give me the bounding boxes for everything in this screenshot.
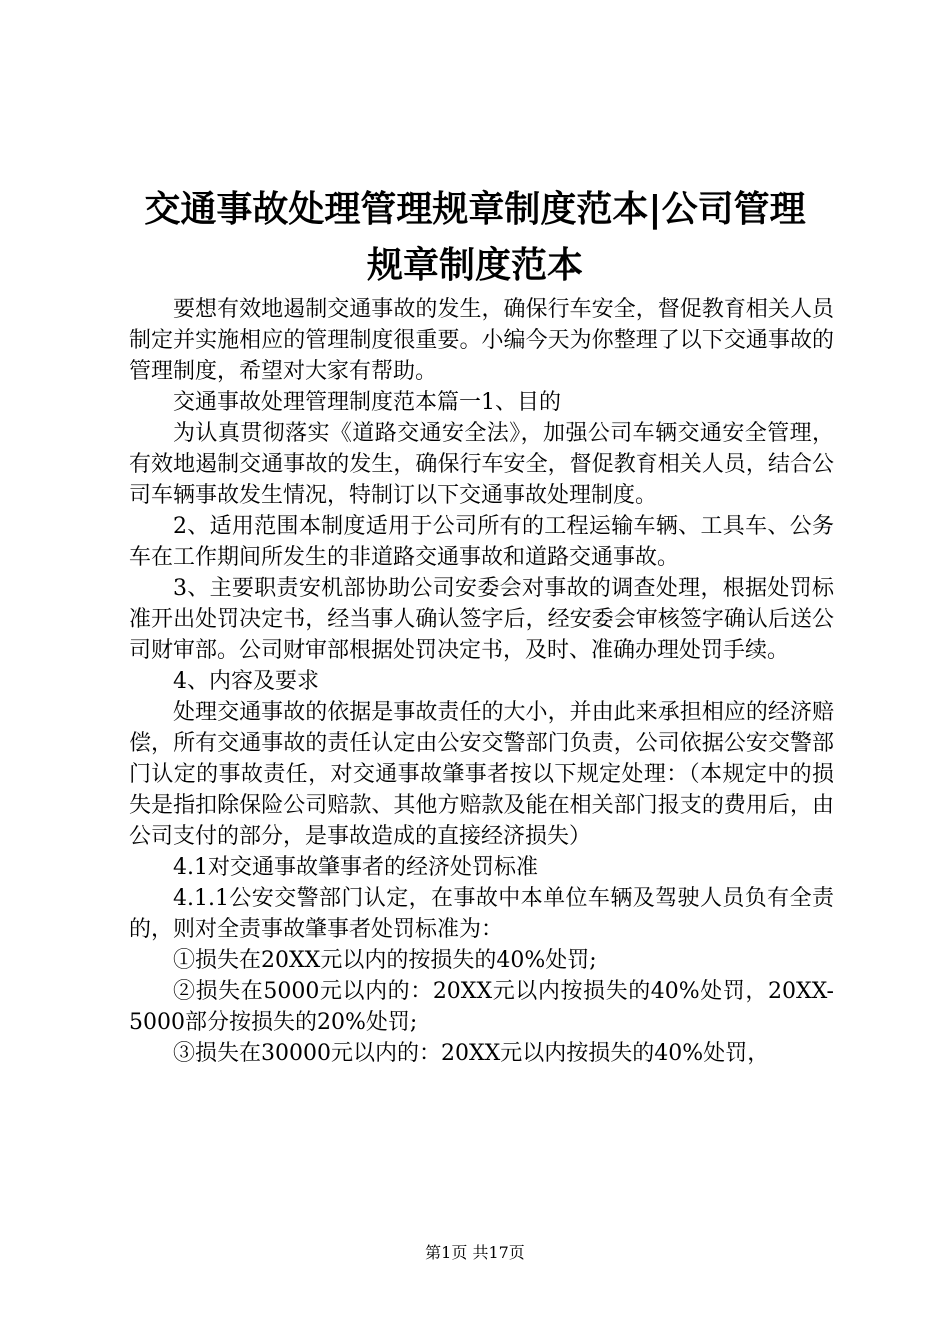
page-number-footer: 第1页 共17页 [425, 1243, 525, 1262]
paragraph-handling-basis: 处理交通事故的依据是事故责任的大小，并由此来承担相应的经济赔偿，所有交通事故的责任认定由公安交警部门负责，公司依据公安交警部门认定的事故责任，对交通事故肇事者按以下规定处理：（本规定中的损失是指扣除保险公司赔款、其他方赔款及能在相关部门报支的费用后，由公司支付的部分，是事故造成的直接经济损失） [129, 700, 834, 849]
paragraph-section-1-heading: 交通事故处理管理制度范本篇一1、目的 [173, 390, 561, 415]
paragraph-purpose: 为认真贯彻落实《道路交通安全法》，加强公司车辆交通安全管理，有效地遏制交通事故的发生，确保行车安全，督促教育相关人员，结合公司车辆事故发生情况，特制订以下交通事故处理制度。 [129, 421, 834, 508]
document-title: 交通事故处理管理规章制度范本|公司管理规章制度范本 [144, 189, 806, 286]
paragraph-intro: 要想有效地遏制交通事故的发生，确保行车安全，督促教育相关人员制定并实施相应的管理制度很重要。小编今天为你整理了以下交通事故的管理制度，希望对大家有帮助。 [129, 297, 834, 384]
paragraph-item-1: ①损失在20XX元以内的按损失的40%处罚; [173, 948, 597, 973]
paragraph-item-3: ③损失在30000元以内的：20XX元以内按损失的40%处罚， [173, 1041, 770, 1066]
paragraph-4-1-1: 4.1.1公安交警部门认定，在事故中本单位车辆及驾驶人员负有全责的，则对全责事故肇事者处罚标准为： [129, 886, 834, 942]
paragraph-scope: 2、适用范围本制度适用于公司所有的工程运输车辆、工具车、公务车在工作期间所发生的非道路交通事故和道路交通事故。 [129, 514, 834, 570]
paragraph-responsibilities: 3、主要职责安机部协助公司安委会对事故的调查处理，根据处罚标准开出处罚决定书，经当事人确认签字后，经安委会审核签字确认后送公司财审部。公司财审部根据处罚决定书，及时、准确办理处罚手续。 [129, 576, 834, 663]
paragraph-item-2: ②损失在5000元以内的：20XX元以内按损失的40%处罚，20XX-5000部分按损失的20%处罚; [129, 979, 834, 1035]
document-body [129, 294, 834, 1069]
paragraph-section-4-heading: 4、内容及要求 [173, 669, 319, 694]
paragraph-4-1-heading: 4.1对交通事故肇事者的经济处罚标准 [173, 855, 538, 880]
